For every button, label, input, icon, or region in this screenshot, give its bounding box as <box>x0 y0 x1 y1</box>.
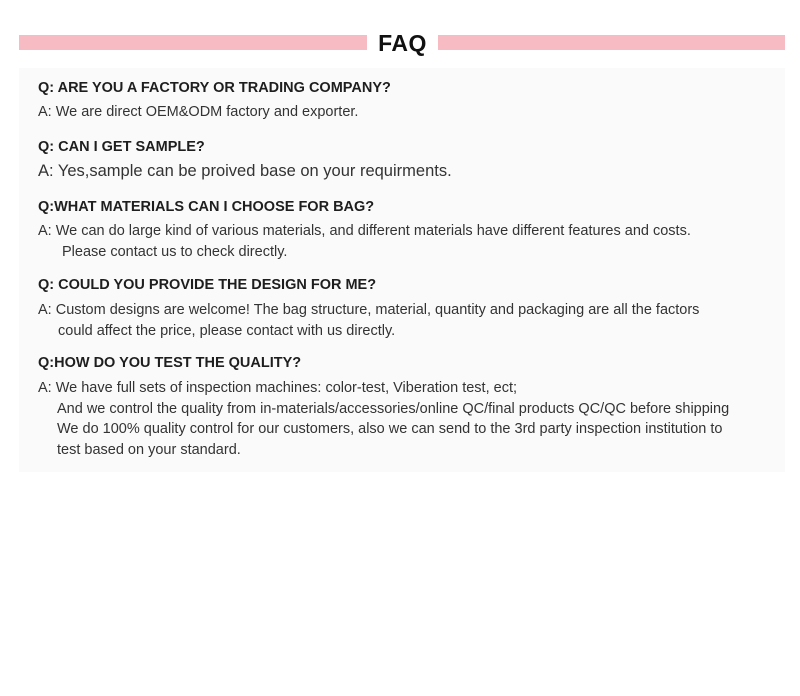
header-bar-right <box>438 35 785 50</box>
page-title: FAQ <box>378 30 427 56</box>
faq-answer-4-line-1: A: Custom designs are welcome! The bag structure, material, quantity and packaging are all the factors <box>38 302 700 318</box>
faq-question-2: Q: CAN I GET SAMPLE? <box>38 139 205 155</box>
faq-header <box>0 28 800 58</box>
faq-answer-5-line-1: A: We have full sets of inspection machines: color-test, Viberation test, ect; <box>38 380 518 396</box>
faq-question-3: Q:WHAT MATERIALS CAN I CHOOSE FOR BAG? <box>38 199 375 215</box>
faq-question-4: Q: COULD YOU PROVIDE THE DESIGN FOR ME? <box>38 277 377 293</box>
faq-answer-5-line-4: test based on your standard. <box>57 442 241 458</box>
header-bar-left <box>19 35 367 50</box>
faq-answer-3-line-1: A: We can do large kind of various materials, and different materials have different features and costs. <box>38 223 691 239</box>
faq-answer-5-line-2: And we control the quality from in-materials/accessories/online QC/final products QC/QC before shipping <box>57 401 730 417</box>
faq-answer-4-line-2: could affect the price, please contact with us directly. <box>58 323 396 339</box>
faq-question-1: Q: ARE YOU A FACTORY OR TRADING COMPANY? <box>38 80 391 96</box>
faq-answer-2: A: Yes,sample can be proived base on your requirments. <box>38 162 452 180</box>
faq-answer-1: A: We are direct OEM&ODM factory and exporter. <box>38 104 359 120</box>
faq-answer-5-line-3: We do 100% quality control for our customers, also we can send to the 3rd party inspection institution to <box>57 421 723 437</box>
faq-answer-3-line-2: Please contact us to check directly. <box>62 244 288 260</box>
faq-question-5: Q:HOW DO YOU TEST THE QUALITY? <box>38 355 302 371</box>
